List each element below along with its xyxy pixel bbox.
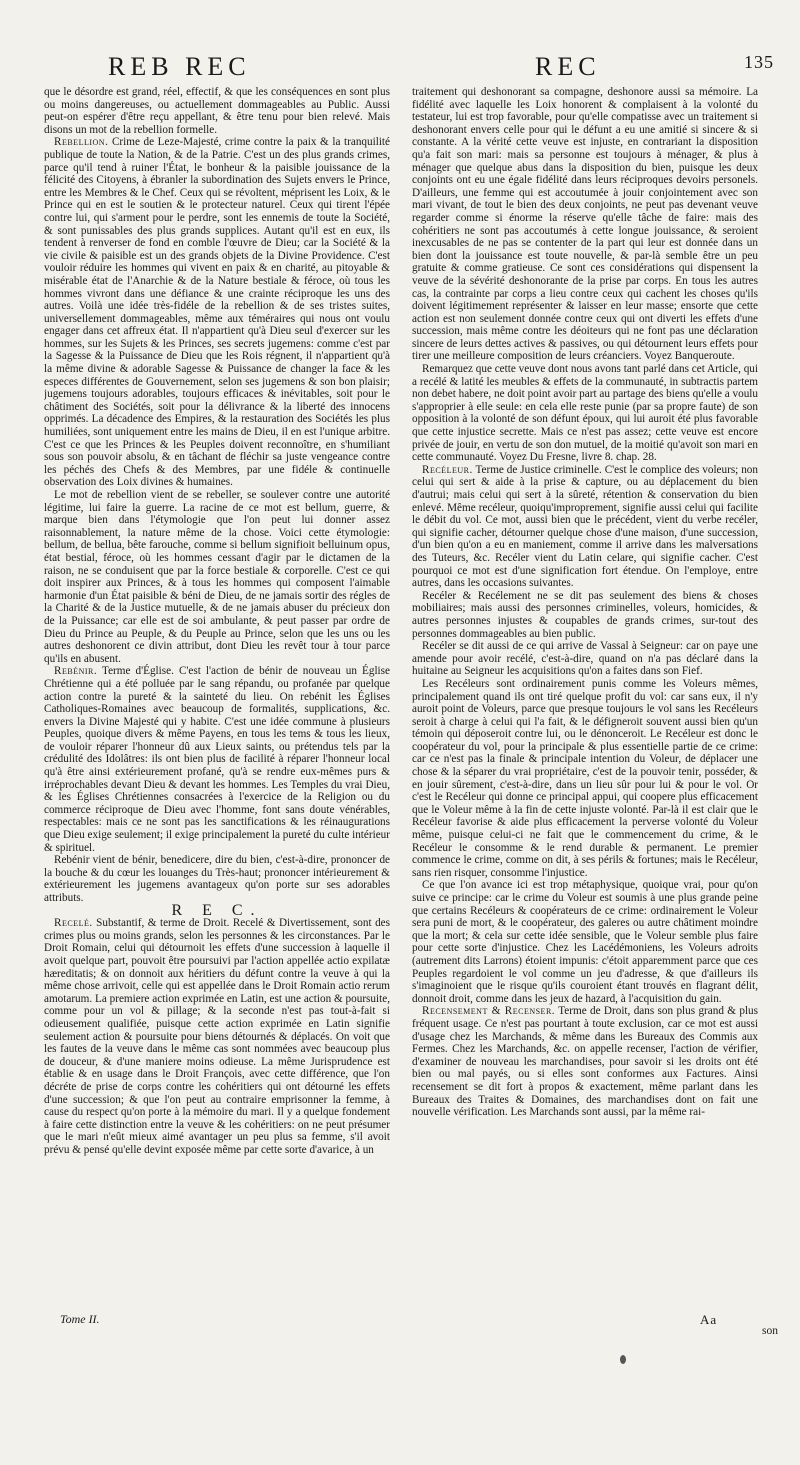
running-head-left: REB REC (108, 52, 251, 81)
entry-term: Recéleur. (422, 463, 473, 476)
entry-recele (44, 917, 390, 1156)
paragraph: traitement qui deshonorant sa compagne, deshonore aussi sa mémoire. La fidélité avec laquelle les Loix honorent & complaisent à la volonté du testateur, lui est trop favorable, pour qu'elle compatisse avec un traitement si deshonorant envers celle pour qui le défunt a eu une amitié si sincere & si constante. A la vérité cette veuve est injuste, en contrariant la disposition qu'a fait son mari: mais sa personne est toujours à ménager, & plus à ménager que quelque abus dans la disposition du bien, puisque les deux conjoints ont eu une égale fidélité dans leurs réciproques devoirs personels. D'ailleurs, une femme qui est accoutumée à jouir conjointement avec son mari vivant, de tout le bien des deux conjoints, ne peut pas devenant veuve regarder comme si énorme la réserve qu'elle tâche de faire: mais des cohéritiers ne sont pas accoutumés à cette longue jouissance, & seroient inexcusables de ne pas se contenter de la part qui leur est donnée dans un bien dont la jouissance est toute nouvelle, & par-là semble être un peu gratuite & comme gratieuse. Ce sont ces considérations qui dispensent la veuve de la sévérité deshonorante de la prise par corps. En tous les autres cas, la contrainte par corps a lieu contre ceux qui cachent les choses qu'ils doivent légitimement représenter & laisser en leur masse; ensorte que cette action est non seulement donnée contre ceux qui ont diverti les effets d'une succession, mais même contre les déoiteurs qui ne font pas une déclaration sincere de leurs dettes actives & passives, ou qui détournent leurs effets pour tirer une meilleure composition de leurs créanciers. Voyez Banqueroute. (412, 86, 758, 363)
right-column (412, 86, 758, 1316)
signature-mark: Aa (700, 1312, 718, 1327)
entry-text: Substantif, & terme de Droit. Recelé & Divertissement, sont des crimes plus ou moins grands, selon les personnes & les circonstances. Par le Droit Romain, celui qui détournoit les effets d'une succession à laquelle il avoit quelque part, pouvoit être poursuivi par l'action appellée actio expilatæ hæreditatis; & on donnoit aux héritiers du défunt contre la veuve à qui la même chose arrivoit, celle qui est appellée dans le Droit Romain actio rerum amotarum. La premiere action exprimée en Latin, est une action & poursuite, comme pour un vol & pillage; & la seconde n'est pas tout-à-fait si odieusement qualifiée, puisque cette action exprimée en Latin signifie seulement action & poursuite pour biens détournés & déplacés. On voit que les fautes de la veuve dans le même cas sont nommées avec beaucoup plus de douceur, & d'une maniere moins odieuse. La même Jurisprudence est établie & en usage dans le Droit François, avec cette différence, que l'on décréte de prise de corps contre les cohéritiers qui ont détourné les effets d'une succession; & que l'on peut au contraire emprisonner la femme, à cause du respect qu'on porte à la mémoire du mari. Il y a quelque fondement à faire cette distinction entre la veuve & les cohéritiers: on ne peut présumer que le mari n'eût mieux aimé avantager un peu plus sa femme, s'il avoit prévu & pensé qu'elle devint exposée même par cette sorte d'avarice, à un (44, 917, 390, 1156)
entry-term: Rebénir. (54, 665, 98, 678)
page-number: 135 (744, 52, 774, 72)
running-head-right: REC (535, 52, 601, 81)
paragraph: que le désordre est grand, réel, effectif, & que les conséquences en sont plus ou moins dangereuses, ou actuellement dommageables au Public. Aussi peut-on espérer d'être reçu appellant, & être tenu pour bien relevé. Mais disons un mot de la rebellion formelle. (44, 86, 390, 136)
paragraph: Les Recéleurs sont ordinairement punis comme les Voleurs mêmes, principalement quand ils ont tiré quelque profit du vol: car sans eux, il n'y auroit point de Voleurs, parce que presque toujours le vol sans les Recéleurs seroit à charge à celui qui l'a fait, & le défigneroit souvent aussi bien qu'un témoin qui déposeroit contre lui, ou le dénonceroit. Le Recéleur est donc le coopérateur du vol, pour la principale & plus essentielle partie de ce crime: car ce n'est pas la finale & principale intention du Voleur, de déplacer une chose & la séparer du vrai propriétaire, c'est de la pouvoir tenir, posséder, & en jouir sûrement, c'est-à-dire, dans un lieu sûr pour lui & pour le vol. Or c'est le Recéleur qui donne ce principal appui, qui coopere plus efficacement que le Voleur même à la fin de cette injuste volonté. Par-là il est clair que le Recéleur favorise & aide plus efficacement la perverse volonté du Voleur même, puisque celui-ci ne fait que le commencement du crime, & le Recéleur le consomme & le rend durable & permanent. Le premier commence le crime, comme on dit, à ses périls & fortunes; mais le Recéleur, sans rien risquer, consomme l'injustice. (412, 677, 758, 879)
entry-text: Terme de Justice criminelle. C'est le complice des voleurs; non celui qui sert & aide à la prise & capture, ou au déplacement du bien d'autrui; mais celui qui sert à la sûreté, rétention & conservation du bien enlevé. Même recéleur, quoiqu'improprement, signifie aussi celui qui facilite le débit du vol. Ce mot, aussi bien que le précédent, vient du verbe recéler, qui signifie cacher, détourner quelque chose d'une maison, d'une succession, d'un bien qu'on a eu en maniement, comme il arrive dans les malversations des Tuteurs, &c. Recéler vient du Latin celare, qui signifie cacher. C'est pourquoi ce mot est d'une signification fort étendue. On l'employe, entre autres, dans les occasions suivantes. (412, 463, 758, 590)
paragraph: Recéler & Recélement ne se dit pas seulement des biens & choses mobiliaires; mais aussi des personnes criminelles, voleurs, homicides, & autres personnes injustes & coupables de grands crimes, sur-tout des personnes dommageables au bien public. (412, 589, 758, 640)
entry-receleur (412, 464, 758, 590)
entry-term: Rebellion. (54, 136, 109, 149)
entry-term: Recelé. (54, 917, 93, 930)
entry-rebellion (44, 136, 390, 489)
volume-mark: Tome II. (60, 1312, 100, 1326)
section-heading: R E C. (171, 901, 263, 919)
paragraph: Ce que l'on avance ici est trop métaphysique, quoique vrai, pour qu'on suive ce principe: car le crime du Voleur est soumis à une plus grande peine que certains Recéleurs & coopérateurs de ce crime: ordinairement le Voleur sera puni de mort, & le coopérateur, des galeres ou autre châtiment moindre que la mort; & cela sur cette idée sensible, que le Voleur semble plus faire pour cette sorte d'injustice. Chez les Lacédémoniens, les Voleurs adroits (autrement dits Larrons) étoient impunis: c'étoit apparemment parce que ces Peuples regardoient le vol comme un jeu d'adresse, & que d'ailleurs ils s'imaginoient que le risque qu'ils couroient étant trouvés en flagrant délit, donnoit droit, comme dans les jeux de hazard, à l'acquisition du gain. (412, 879, 758, 1005)
left-column (44, 86, 390, 1361)
entry-text: Terme de Droit, dans son plus grand & plus fréquent usage. Ce n'est pas pourtant à toute exclusion, car ce mot est aussi d'usage chez les Marchands, & même dans les Bureaux des Commis aux Fermes. Chez les Marchands, &c. on appelle recenser, l'action de vérifier, d'examiner de nouveau les marchandises, pour savoir si les droits ont été bien ou mal payés, ou si elles sont conformes aux Factures. Ainsi recensement se dit fort à propos & exactement, même parlant dans les Bureaux des Traites & Domaines, des marchandises dont on fait une nouvelle vérification. Les Marchands sont aussi, par la même rai- (412, 1005, 758, 1119)
entry-term: Recensement & Recenser. (422, 1005, 556, 1018)
paragraph: Remarquez que cette veuve dont nous avons tant parlé dans cet Article, qui a recélé & latité les meubles & effets de la communauté, in subtractis partem non debet habere, ne doit point avoir part au partage des biens qu'elle a voulu s'approprier à elle seule: en cela elle reste punie (par sa propre faute) de son opposition à la volonté de son défunt époux, qui lui auroit été plus favorable que cette injustice secrette. Mais ce n'est pas assez; cette veuve est encore privée de jouir, en vertu de son don mutuel, de la moitié qu'avoit son mari en cette communauté. Voyez Du Fresne, livre 8. chap. 28. (412, 363, 758, 464)
entry-recensement (412, 1005, 758, 1118)
entry-text: Terme d'Église. C'est l'action de bénir de nouveau un Église Chrétienne qui a été polluée par le sang répandu, ou profanée par quelque action contre la pureté & la sainteté du lieu. On rebénit les Églises Catholiques-Romaines avec beaucoup de formalités, supplications, &c. envers la Divine Majesté qui y habite. C'est une idée commune à plusieurs Peuples, quoique divers & même Payens, en tous les tems & tous les lieux, de vouloir réparer l'honneur dû aux Lieux saints, ou prétendus tels par la crédulité des Idolâtres: ils ont bien plus de facilité à réparer l'honneur local qu'à être ainsi extérieurement profané, qu'à se rendre eux-mêmes purs & irréprochables devant Dieu & devant les hommes. Les Temples du vrai Dieu, & les Églises Chrétiennes consacrées à l'exercice de la Religion ou du commerce réciproque de Dieu avec l'homme, font sans doute vénérables, respectables: mais ce ne sont pas les sanctifications & les réinaugurations que Dieu exige seulement; il exige principalement la pureté du culte intérieur & spirituel. (44, 665, 390, 854)
paragraph: Rebénir vient de bénir, benedicere, dire du bien, c'est-à-dire, prononcer de la bouche & du cœur les louanges du Très-haut; prononcer intérieurement & extérieurement les jugemens avantageux qu'on porte sur ses adorables attributs. (44, 854, 390, 904)
paragraph: Le mot de rebellion vient de se rebeller, se soulever contre une autorité légitime, lui faire la guerre. La racine de ce mot est bellum, guerre, & marque bien dans l'étymologie que l'on peut lui donner assez raisonnablement, la nature même de la chose. Voici cette étymologie: bellum, de bellua, bête farouche, comme si bellum signifioit belluinum opus, état bestial, féroce, où les hommes cessant d'agir par le dictamen de la raison, ne se conduisent que par la force bestiale & corporelle. C'est ce qui doit inspirer aux Princes, & à tous les hommes qui composent l'aimable harmonie d'un État paisible & béni de Dieu, de ne jamais sortir des régles de la Charité & de la Justice mutuelle, & de ne jamais abuser du précieux don de la Puissance; car elle est de soi ambulante, & peut passer par ordre de Dieu du Prince au Peuple, & du Peuple au Prince, selon que les uns ou les autres deshonorent ce divin attribut, dont Dieu les revêt tour à tour parce qu'ils en abusent. (44, 489, 390, 665)
running-head (0, 52, 800, 86)
entry-rebenir (44, 665, 390, 854)
ink-blot (620, 1355, 626, 1364)
entry-text: Crime de Leze-Majesté, crime contre la paix & la tranquilité publique de toute la Nation, & de la Patrie. C'est un des plus grands crimes, parce qu'il tend à ruiner l'État, le bonheur & la paisible jouissance de la félicité des Citoyens, à ébranler la subordination des Sujets envers le Prince, entre les Membres & le Chef. Ceux qui se révoltent, méprisent les Loix, & le Prince qui en est le soutien & le protecteur naturel. Ceux qui tirent l'épée contre lui, qui s'arment pour le perdre, sont les ennemis de toute la Société, & sont punissables des plus grands supplices. Autant qu'il est en eux, ils tendent à renverser de fond en comble l'œuvre de Dieu; car la Société & la vie civile & paisible est un des grands objets de la Divine Providence. C'est vouloir réduire les hommes qui vivent en paix & en charité, au pitoyable & misérable état de l'Anarchie & de la Nature bestiale & féroce, où tous les hommes vivront dans une défiance & une crainte réciproque les uns des autres. Voilà une idée très-fidéle de la rebellion & de ses tristes suites, universellement dommageables, même aux téméraires qui nous ont voulu engager dans cet affreux état. Il n'appartient qu'à Dieu seul d'exercer sur les hommes, sur les Sujets & les Princes, ses secrets jugemens: comme c'est par la Sagesse & la Puissance de Dieu que les Rois régnent, il n'appartient qu'à la même divine & adorable Sagesse & Puissance de changer la face & les especes différentes de Gouvernement, selon ses jugemens & son bon plaisir; jugemens toujours adorables, toujours efficaces & inévitables, soit pour le châtiment des Sociétés, soit pour la délivrance & la liberté des innocens opprimés. La décadence des Empires, & la restauration des Sociétés les plus humiliées, sont uniquement entre les mains de Dieu, il en est l'unique arbitre. C'est ce que les Princes & les Peuples doivent reconnoître, en s'humiliant sous son pouvoir absolu, & en tâchant de fléchir sa juste vengeance contre les péchés des Chefs & des Membres, par une fidéle & continuelle observation des Loix divines & humaines. (44, 136, 390, 489)
catchword: son (762, 1325, 778, 1337)
paragraph: Recéler se dit aussi de ce qui arrive de Vassal à Seigneur: car on paye une amende pour avoir recélé, c'est-à-dire, quand on n'a pas déclaré dans la huitaine au Seigneur les acquisitions qu'on a faites dans son Fief. (412, 640, 758, 678)
